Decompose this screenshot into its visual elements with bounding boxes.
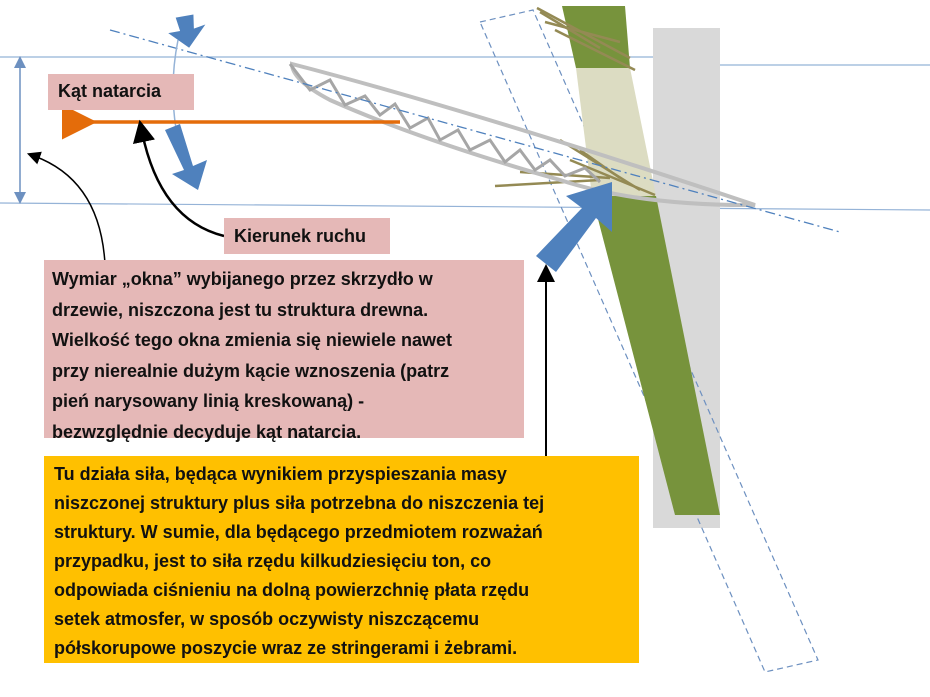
note-line: pień narysowany linią kreskowaną) - bbox=[52, 391, 365, 411]
force-line: niszczonej struktury plus siła potrzebna do niszczenia tej bbox=[54, 493, 545, 513]
force-line: Tu działa siła, będąca wynikiem przyspieszania masy bbox=[54, 464, 507, 484]
force-line: struktury. W sumie, dla będącego przedmiotem rozważań bbox=[54, 522, 543, 542]
force-line: odpowiada ciśnieniu na dolną powierzchnię płata rzędu bbox=[54, 580, 530, 600]
kierunek-ruchu-text: Kierunek ruchu bbox=[234, 226, 367, 246]
note-line: bezwzględnie decyduje kąt natarcia. bbox=[52, 421, 362, 442]
kat-natarcia-text: Kąt natarcia bbox=[58, 81, 162, 101]
wing-chord-line bbox=[110, 30, 840, 232]
lower-guide-line bbox=[0, 203, 930, 210]
note-line: Wymiar „okna” wybijanego przez skrzydło w bbox=[52, 269, 433, 289]
wymiar-pointer-arrow bbox=[34, 156, 105, 264]
blue-arrow-bottom bbox=[165, 124, 207, 190]
kierunek-ruchu-label bbox=[224, 218, 390, 254]
force-note bbox=[44, 456, 639, 663]
force-line: setek atmosfer, w sposób oczywisty niszczącemu bbox=[54, 609, 480, 629]
blue-arrow-top bbox=[166, 13, 209, 51]
note-line: przy nierealnie dużym kącie wznoszenia (patrz bbox=[52, 360, 450, 381]
note-line: drzewie, niszczona jest tu struktura drewna. bbox=[52, 299, 429, 320]
window-dimension-note bbox=[44, 260, 524, 442]
green-trunk-upper bbox=[562, 6, 630, 68]
kat-natarcia-label bbox=[48, 74, 194, 110]
note-line: Wielkość tego okna zmienia się niewiele nawet bbox=[52, 330, 452, 350]
force-line: półskorupowe poszycie wraz ze stringerami i żebrami. bbox=[54, 638, 518, 658]
force-line: przypadku, jest to siła rzędu kilkudziesięciu ton, co bbox=[54, 551, 492, 571]
